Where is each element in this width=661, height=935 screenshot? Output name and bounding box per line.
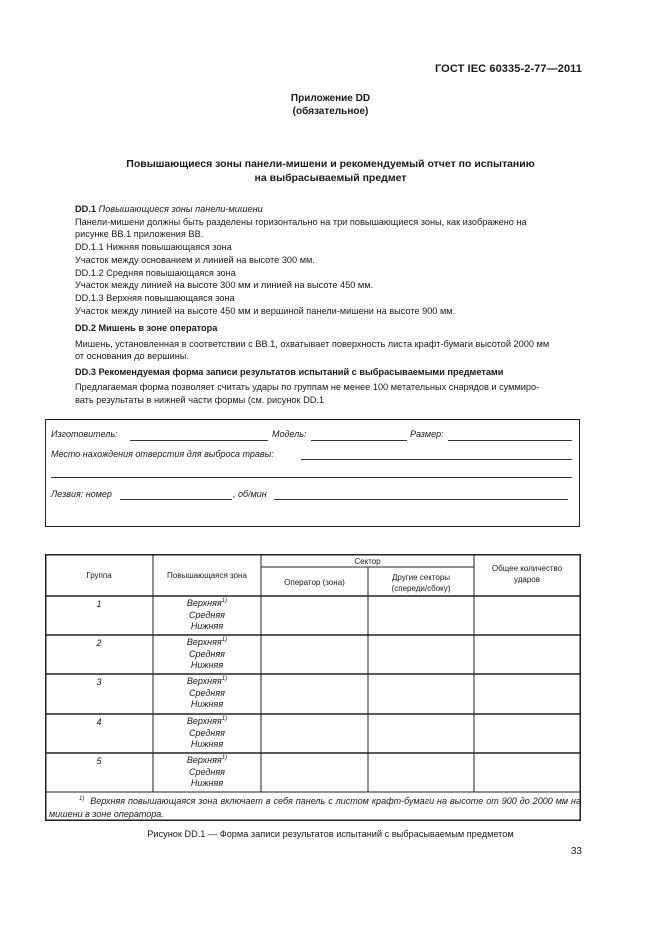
dd1-title: Повышающиеся зоны панели-мишени bbox=[98, 204, 263, 214]
discharge-label: Место нахождения отверстия для выброса травы: bbox=[51, 449, 274, 459]
zone-middle: Средняя bbox=[189, 766, 225, 777]
zone-list-1 bbox=[153, 598, 261, 633]
rpm-field[interactable] bbox=[274, 499, 568, 500]
col-header-other-line1: Другие секторы bbox=[391, 573, 451, 582]
footnote-ref: 1) bbox=[221, 716, 228, 722]
main-title-line2: на выбрасываемый предмет bbox=[254, 172, 407, 184]
dd2-heading bbox=[75, 322, 217, 334]
dd1-2-text: Участок между линией на высоте 300 мм и линией на высоте 450 мм. bbox=[75, 280, 374, 290]
footnote-mark: 1) bbox=[79, 796, 85, 802]
zone-list-2 bbox=[153, 637, 261, 672]
zone-middle: Средняя bbox=[189, 687, 225, 698]
dd1-heading bbox=[75, 203, 263, 215]
col-header-other bbox=[368, 572, 474, 594]
annex-title bbox=[0, 92, 661, 118]
group-number-2: 2 bbox=[96, 638, 102, 648]
annex-status: (обязательное) bbox=[292, 106, 369, 117]
results-table bbox=[45, 554, 585, 821]
dd1-2-heading: DD.1.2 Средняя повышающаяся зона bbox=[75, 268, 236, 278]
col-header-other-line2: (спереди/сбоку) bbox=[391, 584, 451, 593]
col-header-total bbox=[474, 563, 580, 585]
footnote-ref: 1) bbox=[221, 637, 228, 643]
zone-list-4 bbox=[153, 716, 261, 751]
table-footnote bbox=[49, 795, 581, 821]
blades-field[interactable] bbox=[120, 499, 232, 500]
model-field[interactable] bbox=[311, 440, 407, 441]
col-header-total-line1: Общее количество bbox=[491, 564, 563, 573]
dd1-3-heading: DD.1.3 Верхняя повышающаяся зона bbox=[75, 293, 235, 303]
col-header-operator: Оператор (зона) bbox=[284, 578, 345, 587]
dd3-title: Рекомендуемая форма записи результатов испытаний с выбрасываемыми предметами bbox=[98, 367, 504, 377]
discharge-field-line2[interactable] bbox=[51, 477, 572, 478]
zone-list-3 bbox=[153, 676, 261, 711]
main-title bbox=[0, 157, 661, 185]
dd1-para-line2: рисунке BB.1 приложения BB. bbox=[75, 229, 204, 239]
page-number: 33 bbox=[570, 846, 582, 857]
zone-middle: Средняя bbox=[189, 648, 225, 659]
size-label: Размер: bbox=[410, 429, 444, 439]
size-field[interactable] bbox=[448, 440, 572, 441]
col-header-sector: Сектор bbox=[354, 557, 381, 566]
blades-label: Лезвия: номер bbox=[51, 489, 112, 499]
group-number-3: 3 bbox=[96, 677, 102, 687]
zone-lower: Нижняя bbox=[190, 739, 224, 749]
footnote-ref: 1) bbox=[221, 676, 228, 682]
discharge-field[interactable] bbox=[301, 459, 572, 460]
group-number-4: 4 bbox=[96, 717, 102, 727]
annex-title-label: Приложение DD bbox=[290, 93, 371, 104]
zone-list-5 bbox=[153, 755, 261, 790]
col-header-zone: Повышающаяся зона bbox=[167, 571, 247, 580]
main-title-line1: Повышающиеся зоны панели-мишени и рекомендуемый отчет по испытанию bbox=[126, 158, 535, 170]
zone-lower: Нижняя bbox=[190, 699, 224, 709]
group-number-5: 5 bbox=[96, 756, 102, 766]
dd3-heading bbox=[75, 366, 503, 378]
footnote-text: Верхняя повышающаяся зона включает в себя панель с листом крафт-бумаги на высоте от 900 до 2000 мм на мишени в зоне оператора. bbox=[49, 796, 581, 819]
report-header-form bbox=[45, 419, 580, 527]
manufacturer-label: Изготовитель: bbox=[51, 429, 118, 439]
zone-upper: Верхняя$^{1)}$ bbox=[186, 676, 228, 686]
zone-upper: Верхняя$^{1)}$ bbox=[186, 598, 228, 608]
dd2-title: Мишень в зоне оператора bbox=[98, 323, 218, 333]
dd1-para-line1: Панели-мишени должны быть разделены горизонтально на три повышающиеся зоны, как изображено на bbox=[75, 217, 527, 227]
dd3-line1: Предлагаемая форма позволяет считать удары по группам не менее 100 метательных снарядов и суммиро- bbox=[75, 382, 540, 392]
model-label: Модель: bbox=[272, 429, 307, 439]
dd2-line2: от основания до вершины. bbox=[75, 351, 189, 361]
dd1-1-heading: DD.1.1 Нижняя повышающаяся зона bbox=[75, 242, 232, 252]
zone-middle: Средняя bbox=[189, 609, 225, 620]
zone-upper: Верхняя$^{1)}$ bbox=[186, 637, 228, 647]
col-header-group: Группа bbox=[86, 571, 112, 580]
zone-lower: Нижняя bbox=[190, 660, 224, 670]
dd1-1-text: Участок между основанием и линией на высоте 300 мм. bbox=[75, 255, 315, 265]
dd1-3-text: Участок между линией на высоте 450 мм и вершиной панели-мишени на высоте 900 мм. bbox=[75, 306, 456, 316]
group-number-1: 1 bbox=[96, 599, 102, 609]
table-grid-lines bbox=[45, 554, 585, 821]
dd2-number: DD.2 bbox=[75, 323, 96, 333]
dd3-number: DD.3 bbox=[75, 367, 96, 377]
rpm-label: , об/мин bbox=[233, 489, 267, 499]
dd3-line2: вать результаты в нижней части формы (см. рисунок DD.1 bbox=[75, 395, 325, 405]
zone-upper: Верхняя$^{1)}$ bbox=[186, 716, 228, 726]
manufacturer-field[interactable] bbox=[130, 440, 268, 441]
zone-lower: Нижняя bbox=[190, 621, 224, 631]
zone-lower: Нижняя bbox=[190, 778, 224, 788]
col-header-total-line2: ударов bbox=[514, 575, 540, 584]
dd1-number: DD.1 bbox=[75, 204, 96, 214]
zone-middle: Средняя bbox=[189, 727, 225, 738]
dd2-line1: Мишень, установленная в соответствии с BB.1, охватывает поверхность листа крафт-бумаги высотой 2000 мм bbox=[75, 339, 550, 349]
footnote-ref: 1) bbox=[221, 598, 228, 604]
figure-caption: Рисунок DD.1 — Форма записи результатов испытаний с выбрасываемым предметом bbox=[147, 829, 514, 839]
footnote-ref: 1) bbox=[221, 755, 228, 761]
standard-header: ГОСТ IEC 60335-2-77—2011 bbox=[434, 63, 582, 75]
zone-upper: Верхняя$^{1)}$ bbox=[186, 755, 228, 765]
